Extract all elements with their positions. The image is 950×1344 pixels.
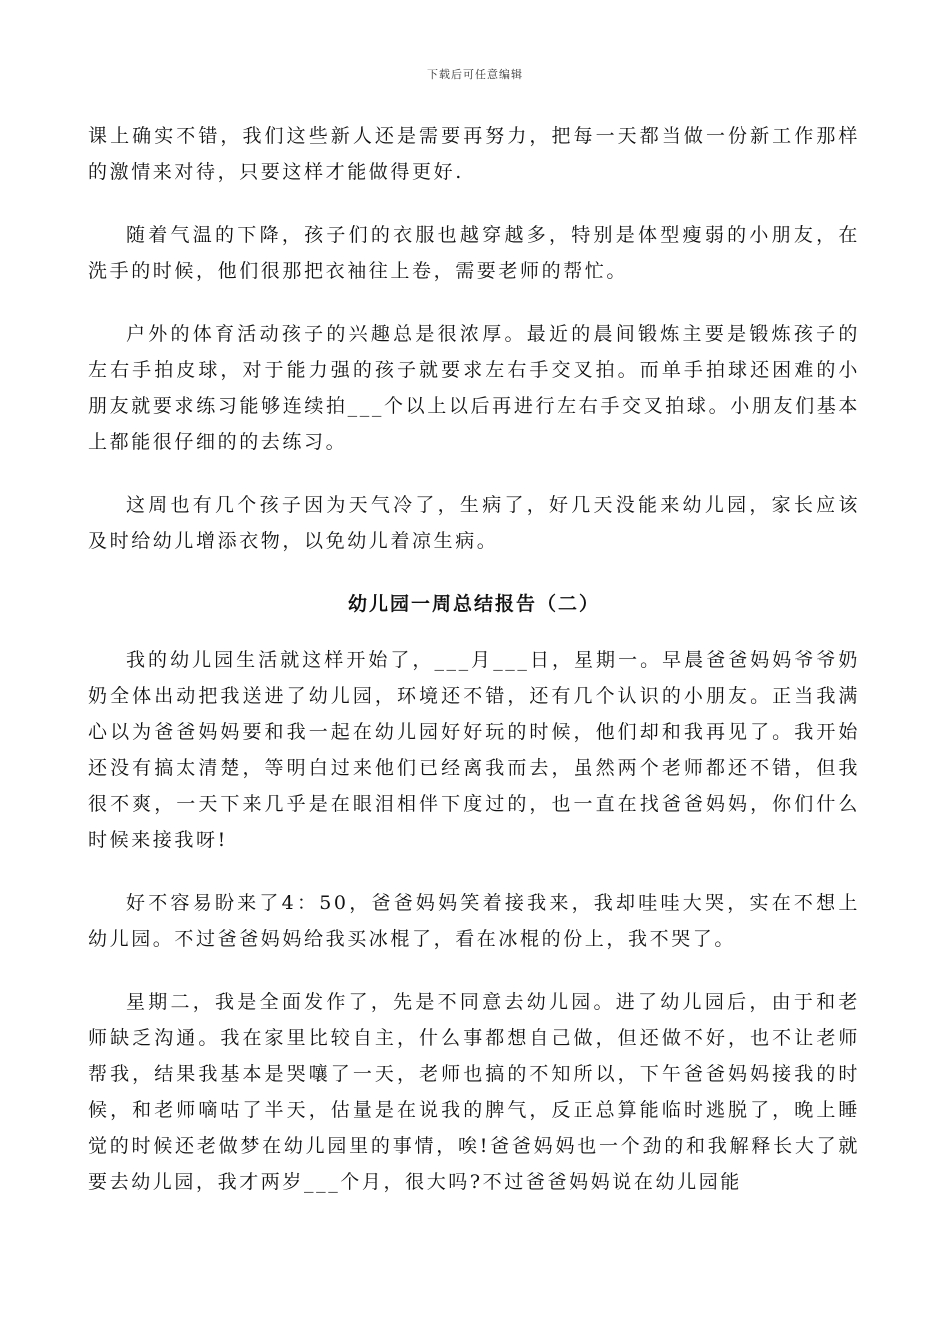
document-body	[88, 118, 860, 1227]
paragraph: 星期二，我是全面发作了，先是不同意去幼儿园。进了幼儿园后，由于和老师缺乏沟通。我在家里比较自主，什么事都想自己做，但还做不好，也不让老师帮我，结果我基本是哭嚷了一天，老师也搞的不知所以，下午爸爸妈妈接我的时候，和老师嘀咕了半天，估量是在说我的脾气，反正总算能临时逃脱了，晚上睡觉的时候还老做梦在幼儿园里的事情，唉!爸爸妈妈也一个劲的和我解释长大了就要去幼儿园，我才两岁___个月，很大吗?不过爸爸妈妈说在幼儿园能	[88, 991, 860, 1193]
header-note: 下载后可任意编辑	[427, 68, 523, 81]
paragraph: 这周也有几个孩子因为天气冷了，生病了，好几天没能来幼儿园，家长应该及时给幼儿增添衣物，以免幼儿着凉生病。	[88, 494, 860, 552]
paragraph: 好不容易盼来了4：50，爸爸妈妈笑着接我来，我却哇哇大哭，实在不想上幼儿园。不过爸爸妈妈给我买冰棍了，看在冰棍的份上，我不哭了。	[88, 892, 860, 950]
paragraph: 户外的体育活动孩子的兴趣总是很浓厚。最近的晨间锻炼主要是锻炼孩子的左右手拍皮球，对于能力强的孩子就要求左右手交叉拍。而单手拍球还困难的小朋友就要求练习能够连续拍___个以上以后再进行左右手交叉拍球。小朋友们基本上都能很仔细的的去练习。	[88, 323, 860, 453]
section-title: 幼儿园一周总结报告（二）	[347, 593, 600, 615]
paragraph: 课上确实不错，我们这些新人还是需要再努力，把每一天都当做一份新工作那样的激情来对待，只要这样才能做得更好.	[88, 125, 860, 183]
paragraph: 随着气温的下降，孩子们的衣服也越穿越多，特别是体型瘦弱的小朋友，在洗手的时候，他们很那把衣袖往上卷，需要老师的帮忙。	[88, 224, 860, 282]
paragraph: 我的幼儿园生活就这样开始了，___月___日，星期一。早晨爸爸妈妈爷爷奶奶全体出动把我送进了幼儿园，环境还不错，还有几个认识的小朋友。正当我满心以为爸爸妈妈要和我一起在幼儿园好好玩的时候，他们却和我再见了。我开始还没有搞太清楚，等明白过来他们已经离我而去，虽然两个老师都还不错，但我很不爽，一天下来几乎是在眼泪相伴下度过的，也一直在找爸爸妈妈，你们什么时候来接我呀!	[88, 649, 860, 851]
